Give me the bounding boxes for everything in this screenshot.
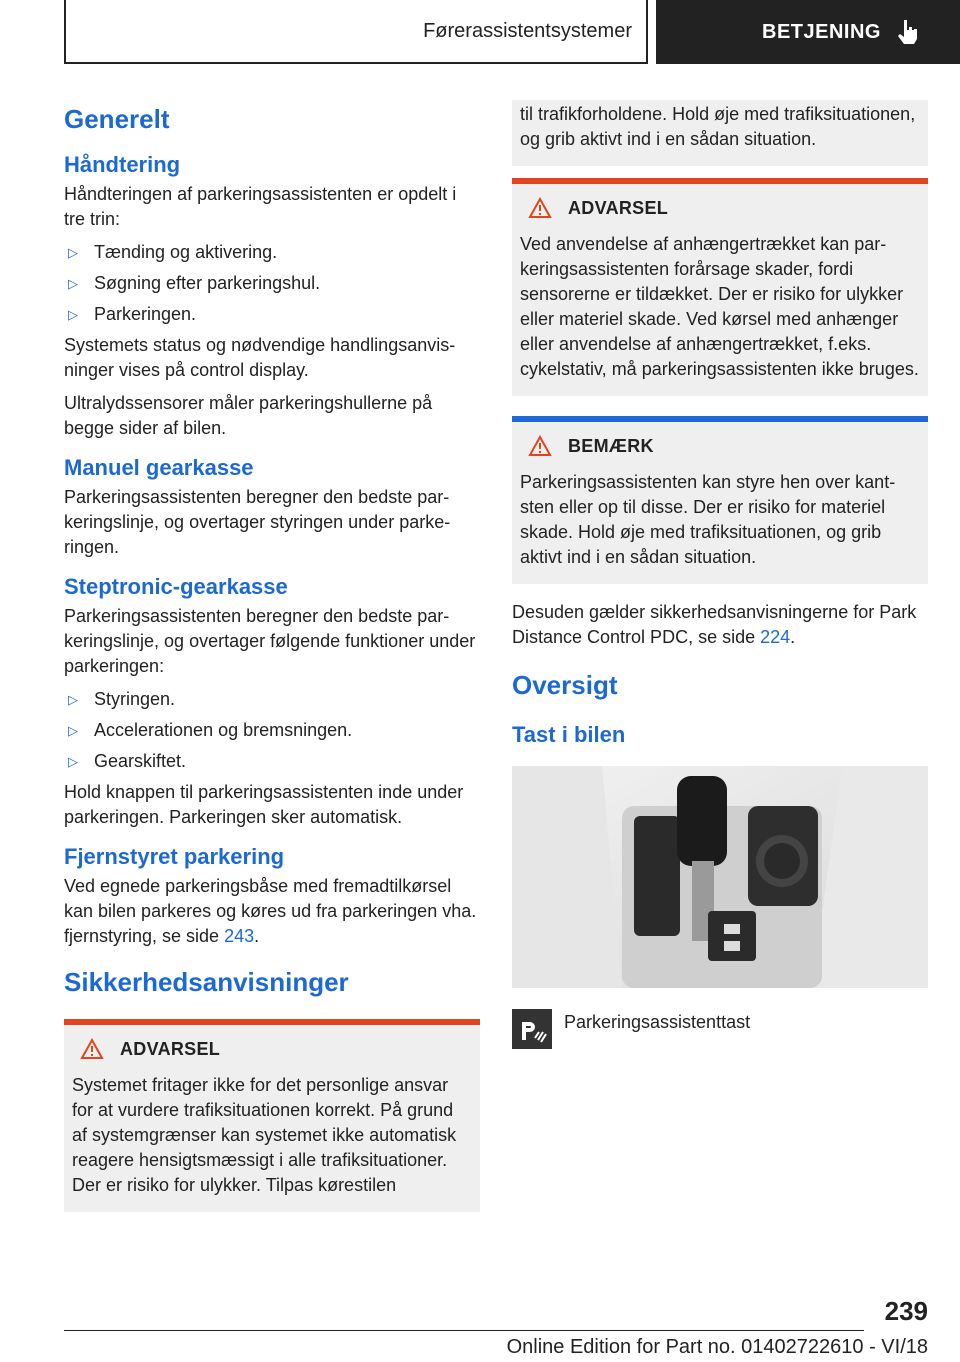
footer-edition: Online Edition for Part no. 01402722610 - VI/18 xyxy=(506,1336,928,1358)
warning-text: Systemet fritager ikke for det personlige ansvar for at vurdere trafiksituationen korrekt. På grund af systemgrænser kan systemet ikke automatisk reagere hensigtsmæssigt i alle trafiksituationer. Der er risiko for ulykker. Tilpas kørestilen xyxy=(72,1075,457,1195)
note-text: Parkeringsassistenten kan styre hen over kantsten eller op til disse. Der er risiko for materiel skade. Hold øje med trafiksituationen, og grib aktivt ind i en sådan situation. xyxy=(520,472,896,567)
page-reference-link[interactable]: 224 xyxy=(760,627,791,647)
paragraph-desuden: Desuden gælder sikkerhedsanvisningerne for Park Distance Control PDC, se side 224. xyxy=(512,602,917,647)
warning-triangle-icon xyxy=(80,1038,104,1060)
triangle-bullet-icon: ▷ xyxy=(68,692,78,707)
warning-header: ADVARSEL xyxy=(72,1025,472,1073)
list-item: ▷ Gearskiftet. xyxy=(64,749,480,774)
warning-triangle-icon xyxy=(528,197,552,219)
page-number: 239 xyxy=(884,1296,928,1326)
steps-list xyxy=(64,240,480,327)
triangle-bullet-icon: ▷ xyxy=(68,723,78,738)
triangle-bullet-icon: ▷ xyxy=(68,276,78,291)
list-item: ▷ Tænding og aktivering. xyxy=(64,240,480,265)
list-item: ▷ Styringen. xyxy=(64,687,480,712)
header-section-tab xyxy=(64,0,648,64)
list-item: ▷ Parkeringen. xyxy=(64,302,480,327)
note-box xyxy=(512,416,928,584)
heading-fjernstyret: Fjernstyret parkering xyxy=(64,844,285,869)
triangle-bullet-icon: ▷ xyxy=(68,245,78,260)
caption-text: Parkeringsassistenttast xyxy=(564,1012,751,1032)
list-item: ▷ Søgning efter parkeringshul. xyxy=(64,271,480,296)
paragraph-steptronic: Parkeringsassistenten beregner den bedste parkeringslinje, og overtager følgende funktioner under parkeringen: xyxy=(64,606,476,676)
note-header: BEMÆRK xyxy=(520,422,920,470)
footer-divider xyxy=(64,1330,864,1331)
warning-header: ADVARSEL xyxy=(520,184,920,232)
photo-caption xyxy=(512,1009,928,1049)
warning-box xyxy=(512,178,928,396)
heading-manuel-gearkasse: Manuel gearkasse xyxy=(64,455,254,480)
paragraph-manuel: Parkeringsassistenten beregner den bedste parkeringslinje, og overtager styringen under parkeringen. xyxy=(64,487,451,557)
note-triangle-icon xyxy=(528,435,552,457)
triangle-bullet-icon: ▷ xyxy=(68,307,78,322)
paragraph-handtering: Håndteringen af parkeringsassistenten er opdelt i tre trin: xyxy=(64,184,457,229)
heading-tast-i-bilen: Tast i bilen xyxy=(512,722,626,747)
heading-oversigt: Oversigt xyxy=(512,670,618,700)
paragraph-hold: Hold knappen til parkeringsassistenten inde under parkeringen. Parkeringen sker automatisk. xyxy=(64,782,464,827)
paragraph-fjernstyret: Ved egnede parkeringsbåse med fremadtilkørsel kan bilen parkeres og køres ud fra parkeringen vha. fjernstyring, se side 243. xyxy=(64,876,477,946)
right-column xyxy=(512,100,928,1049)
center-console-photo xyxy=(512,766,928,988)
heading-steptronic: Steptronic-gearkasse xyxy=(64,574,288,599)
header-chapter-title: BETJENING xyxy=(762,20,881,43)
list-item: ▷ Accelerationen og bremsningen. xyxy=(64,718,480,743)
functions-list xyxy=(64,687,480,774)
heading-handtering: Håndtering xyxy=(64,152,181,177)
paragraph-sensors: Ultralydssensorer måler parkeringshullerne på begge sider af bilen. xyxy=(64,393,433,438)
warning-box-continued xyxy=(512,100,928,166)
page-reference-link[interactable]: 243 xyxy=(224,926,255,946)
heading-sikkerhed: Sikkerhedsanvisninger xyxy=(64,967,349,997)
left-column xyxy=(64,100,480,1226)
triangle-bullet-icon: ▷ xyxy=(68,754,78,769)
warning-text-continued: til trafikforholdene. Hold øje med trafiksituationen, og grib aktivt ind i en sådan situation. xyxy=(520,104,916,149)
parking-assistant-icon xyxy=(512,1009,552,1049)
header-chapter-tab xyxy=(656,0,960,64)
heading-generelt: Generelt xyxy=(64,104,170,134)
warning-text: Ved anvendelse af anhængertrækket kan parkeringsassistenten forårsage skader, fordi sensorerne er tildækket. Der er risiko for ulykker eller materiel skade. Ved kørsel med anhænger eller anvendelse af anhængertrækket, f.eks. cykelstativ, må parkeringsassistenten ikke bruges. xyxy=(520,234,919,379)
header-section-title: Førerassistentsystemer xyxy=(423,19,632,42)
hand-pointer-icon xyxy=(897,19,919,45)
paragraph-status: Systemets status og nødvendige handlingsanvisninger vises på control display. xyxy=(64,335,456,380)
warning-box xyxy=(64,1019,480,1212)
